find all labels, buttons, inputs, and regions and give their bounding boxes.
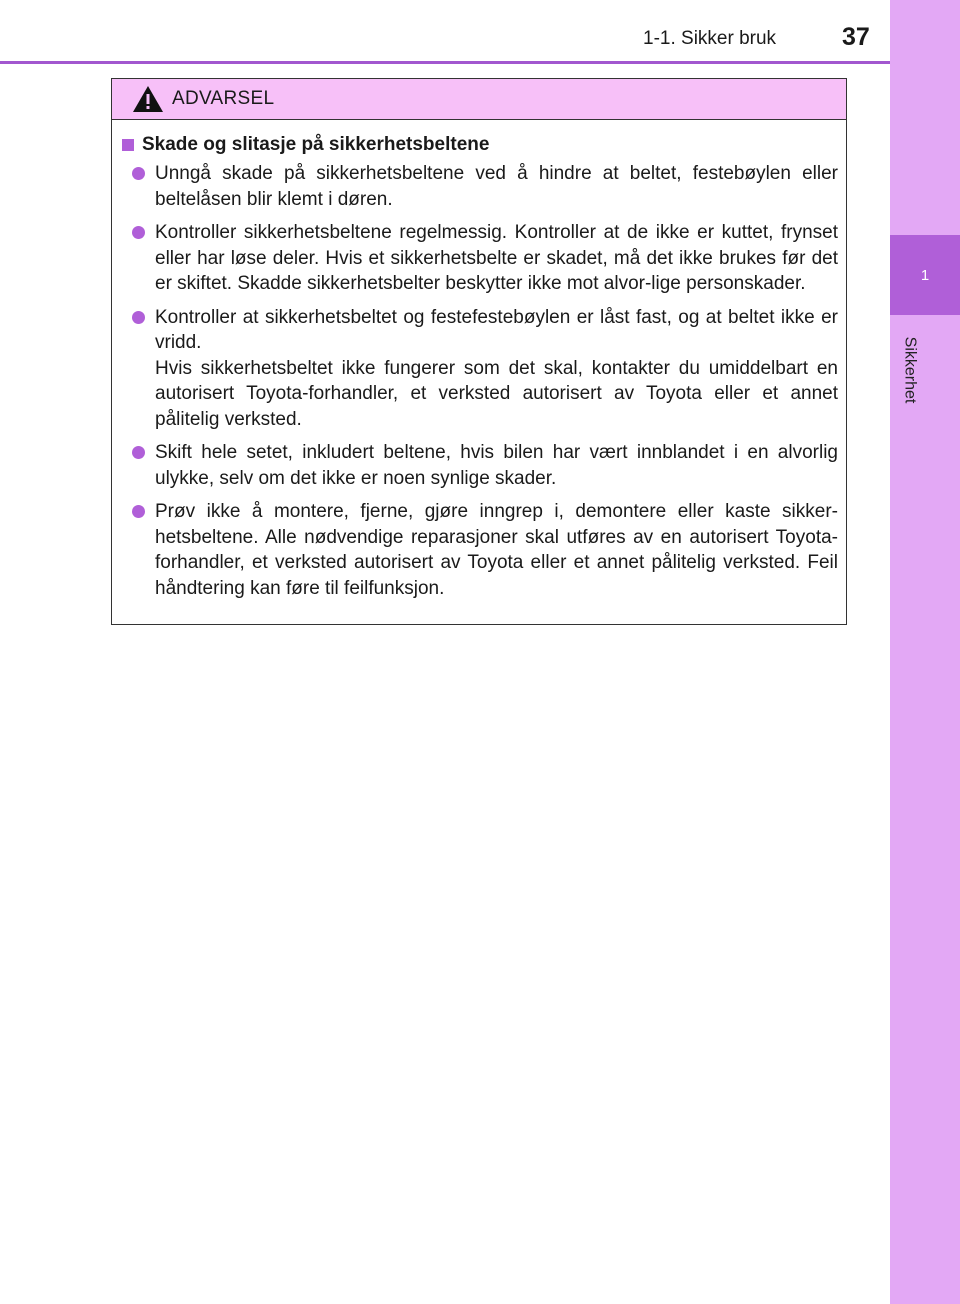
paragraph: Unngå skade på sikkerhetsbeltene ved å hindre at beltet, festebøylen eller beltelåsen blir klemt i døren. [155, 163, 838, 210]
section-title: 1-1. Sikker bruk [643, 28, 777, 49]
list-item [122, 440, 838, 491]
list-item-text [155, 440, 838, 491]
square-bullet-icon [122, 139, 134, 151]
chapter-label: Sikkerhet [901, 336, 919, 404]
list-item [122, 499, 838, 601]
paragraph: Kontroller at sikkerhetsbeltet og festefestebøylen er låst fast, og at beltet ikke er vridd. [155, 306, 838, 353]
bullet-dot-icon [132, 505, 145, 518]
list-item-text [155, 161, 838, 212]
warning-heading-text: Skade og slitasje på sikkerhetsbeltene [142, 134, 490, 155]
list-item [122, 161, 838, 212]
list-item [122, 220, 838, 297]
paragraph: Skift hele setet, inkludert beltene, hvis bilen har vært innblandet i en alvorlig ulykke, selv om det ikke er noen synlige skader. [155, 442, 838, 489]
warning-header [112, 79, 846, 120]
warning-box [111, 78, 847, 625]
page-number: 37 [842, 23, 870, 51]
list-item-text [155, 499, 838, 601]
warning-triangle-icon [132, 85, 164, 113]
bullet-dot-icon [132, 167, 145, 180]
side-strip [890, 0, 960, 1304]
bullet-dot-icon [132, 311, 145, 324]
list-item [122, 305, 838, 433]
paragraph: Kontroller sikkerhetsbeltene regelmessig. Kontroller at de ikke er kuttet, frynset eller har løse deler. Hvis et sikkerhetsbelte er skadet, må det ikke brukes før det er skiftet. Skadde sikkerhetsbelter beskytter ikke mot alvor-lige personskader. [155, 222, 838, 294]
chapter-number: 1 [920, 266, 930, 284]
bullet-dot-icon [132, 226, 145, 239]
warning-title: ADVARSEL [172, 88, 275, 109]
paragraph: Hvis sikkerhetsbeltet ikke fungerer som det skal, kontakter du umiddelbart en autorisert Toyota-forhandler, et verksted autorisert av Toyota eller et annet pålitelig verksted. [155, 357, 838, 430]
list-item-text [155, 220, 838, 297]
paragraph: Prøv ikke å montere, fjerne, gjøre inngrep i, demontere eller kaste sikker-hetsbeltene. Alle nødvendige reparasjoner skal utføres av en autorisert Toyota-forhandler, et verksted autorisert av Toyota eller et annet pålitelig verksted. Feil håndtering kan føre til feilfunksjon. [155, 501, 838, 599]
chapter-tab [890, 235, 960, 315]
warning-heading [122, 134, 838, 156]
list-item-text [155, 305, 838, 433]
bullet-dot-icon [132, 446, 145, 459]
chapter-label-container [896, 330, 922, 410]
warning-body [112, 120, 846, 601]
header-divider [0, 61, 890, 64]
